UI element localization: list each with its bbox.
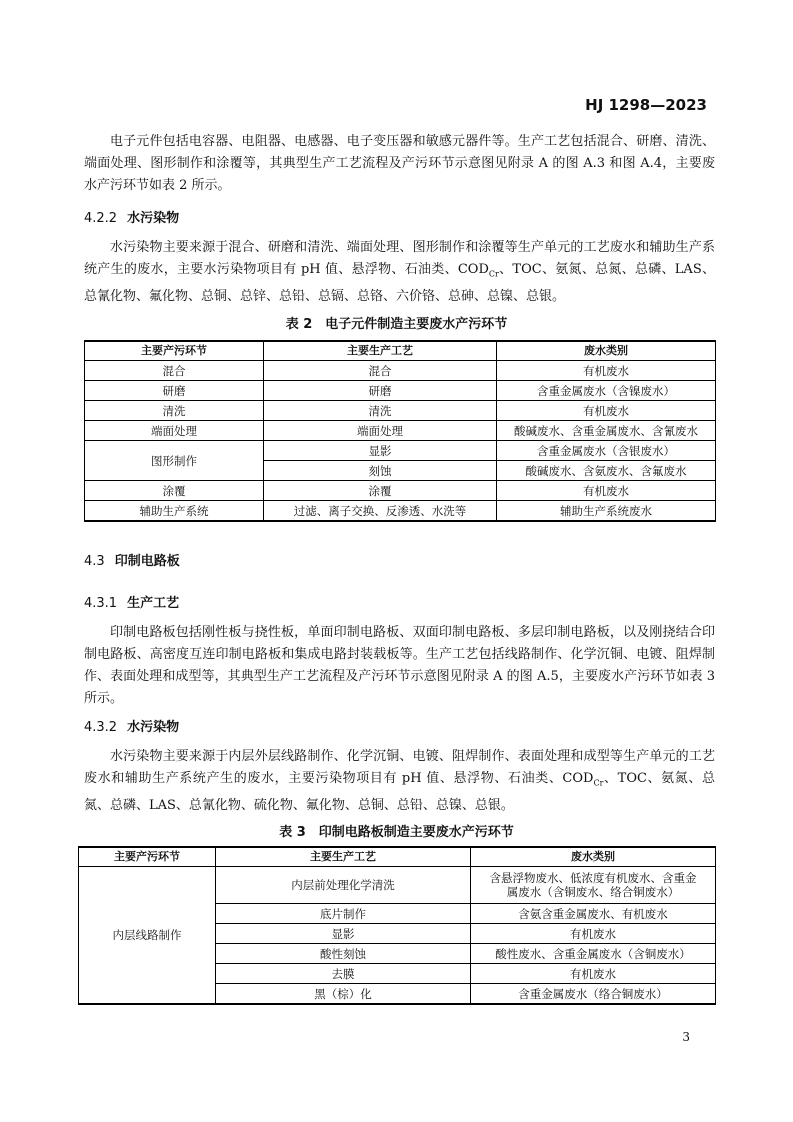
- text-part-a: 水污染物主要来源于内层外层线路制作、化学沉铜、电镀、阻焊制作、表面处理和成型等生产单元的工艺废水和辅助生产系统产生的废水，主要污染物项目有 pH 值、悬浮物、石油类、COD: [84, 749, 715, 786]
- text-part-b: 、TOC、氨氮、总氮、总磷、LAS、总氰化物、硫化物、氟化物、总铜、总铅、总镍、总银。: [84, 771, 715, 813]
- text-part-a: 水污染物主要来源于混合、研磨和清洗、端面处理、图形制作和涂覆等生产单元的工艺废水和辅助生产系统产生的废水，主要水污染物项目有 pH 值、悬浮物、石油类、COD: [84, 240, 715, 277]
- table-row: [85, 441, 716, 461]
- table-row: [85, 401, 716, 421]
- table-2-caption: 表 2 电子元件制造主要废水产污环节: [285, 317, 508, 332]
- heading-number: 4.3.1: [84, 596, 118, 611]
- table-cell: 过滤、离子交换、反渗透、水洗等: [264, 501, 497, 522]
- table-cell: 含重金属废水（含银废水）: [497, 441, 716, 461]
- header-cell: 主要产污环节: [85, 341, 264, 361]
- table-cell: 涂覆: [264, 481, 497, 501]
- heading-title: 生产工艺: [127, 596, 180, 611]
- table-cell: 辅助生产系统: [85, 501, 264, 522]
- table-cell: 有机废水: [497, 401, 716, 421]
- table-cell: 显影: [216, 924, 471, 944]
- table-cell: 酸碱废水、含氨废水、含氟废水: [497, 461, 716, 481]
- table-cell: 去膜: [216, 964, 471, 984]
- table-row: [85, 381, 716, 401]
- heading-number: 4.3.2: [84, 720, 118, 735]
- heading-4-2-2: [84, 207, 179, 226]
- table-cell: 底片制作: [216, 904, 471, 924]
- table-cell: 研磨: [264, 381, 497, 401]
- heading-title: 水污染物: [127, 211, 180, 226]
- table-cell: 端面处理: [264, 421, 497, 441]
- table-cell: 端面处理: [85, 421, 264, 441]
- paragraph-water-pollutants-2: [84, 746, 715, 817]
- table-cell: 研磨: [85, 381, 264, 401]
- table-row: [79, 867, 716, 904]
- subscript: Cr: [593, 778, 604, 788]
- heading-4-3-1: [84, 592, 179, 611]
- table-header-row: [85, 341, 716, 361]
- table-3-caption: 表 3 印制电路板制造主要废水产污环节: [279, 825, 514, 840]
- table-cell: 混合: [264, 361, 497, 381]
- table-3: [78, 846, 716, 1005]
- heading-4-3-2: [84, 716, 179, 735]
- paragraph-water-pollutants-1: [84, 237, 715, 308]
- table-cell: 清洗: [85, 401, 264, 421]
- table-cell: 有机废水: [497, 481, 716, 501]
- table-cell: 有机废水: [471, 964, 716, 984]
- table-cell: 酸性刻蚀: [216, 944, 471, 964]
- table-row: [85, 481, 716, 501]
- header-cell: 主要产污环节: [79, 847, 216, 867]
- standard-number: HJ 1298—2023: [585, 96, 707, 114]
- table-cell: 含重金属废水（络合铜废水）: [471, 984, 716, 1005]
- table-cell: 清洗: [264, 401, 497, 421]
- table-cell-merged: 内层线路制作: [79, 867, 216, 1005]
- paragraph-pcb-process: 印制电路板包括刚性板与挠性板，单面印制电路板、双面印制电路板、多层印制电路板，以及刚挠结合印制电路板、高密度互连印制电路板和集成电路封装载板等。生产工艺包括线路制作、化学沉铜、电镀、阻焊制作、表面处理和成型等，其典型生产工艺流程及产污环节示意图见附录 A 的图 A.5，主要废水产污环节如表 3 所示。: [84, 625, 715, 706]
- table-cell: 黑（棕）化: [216, 984, 471, 1005]
- table-cell-merged: 图形制作: [85, 441, 264, 481]
- heading-4-3: [84, 550, 180, 569]
- subscript: Cr: [488, 269, 499, 279]
- table-2: [84, 340, 716, 522]
- table-cell: 酸性废水、含重金属废水（含铜废水）: [471, 944, 716, 964]
- table-row: [85, 361, 716, 381]
- text-part-b: 、TOC、氨氮、总氮、总磷、LAS、总氰化物、氟化物、总铜、总锌、总铅、总镉、总铬、六价铬、总砷、总镍、总银。: [84, 262, 716, 304]
- header-cell: 废水类别: [497, 341, 716, 361]
- table-cell: 有机废水: [471, 924, 716, 944]
- table-header-row: [79, 847, 716, 867]
- table-cell: 显影: [264, 441, 497, 461]
- header-cell: 废水类别: [471, 847, 716, 867]
- table-cell: 混合: [85, 361, 264, 381]
- table-cell: 含重金属废水（含镍废水）: [497, 381, 716, 401]
- page-number: 3: [682, 1030, 690, 1044]
- paragraph-electronic-components: 电子元件包括电容器、电阻器、电感器、电子变压器和敏感元器件等。生产工艺包括混合、研磨、清洗、端面处理、图形制作和涂覆等，其典型生产工艺流程及产污环节示意图见附录 A 的图 A.3 和图 A.4，主要废水产污环节如表 2 所示。: [84, 134, 715, 193]
- table-cell: 含悬浮物废水、低浓度有机废水、含重金属废水（含铜废水、络合铜废水）: [471, 867, 716, 904]
- table-cell: 内层前处理化学清洗: [216, 867, 471, 904]
- table-row: [85, 421, 716, 441]
- table-row: [85, 501, 716, 522]
- table-cell: 含氨含重金属废水、有机废水: [471, 904, 716, 924]
- heading-title: 水污染物: [127, 720, 180, 735]
- heading-title: 印制电路板: [114, 554, 180, 569]
- heading-number: 4.3: [84, 554, 105, 569]
- table-cell: 涂覆: [85, 481, 264, 501]
- heading-number: 4.2.2: [84, 211, 118, 226]
- table-cell: 有机废水: [497, 361, 716, 381]
- header-cell: 主要生产工艺: [216, 847, 471, 867]
- header-cell: 主要生产工艺: [264, 341, 497, 361]
- table-cell: 酸碱废水、含重金属废水、含氰废水: [497, 421, 716, 441]
- table-cell: 刻蚀: [264, 461, 497, 481]
- table-cell: 辅助生产系统废水: [497, 501, 716, 522]
